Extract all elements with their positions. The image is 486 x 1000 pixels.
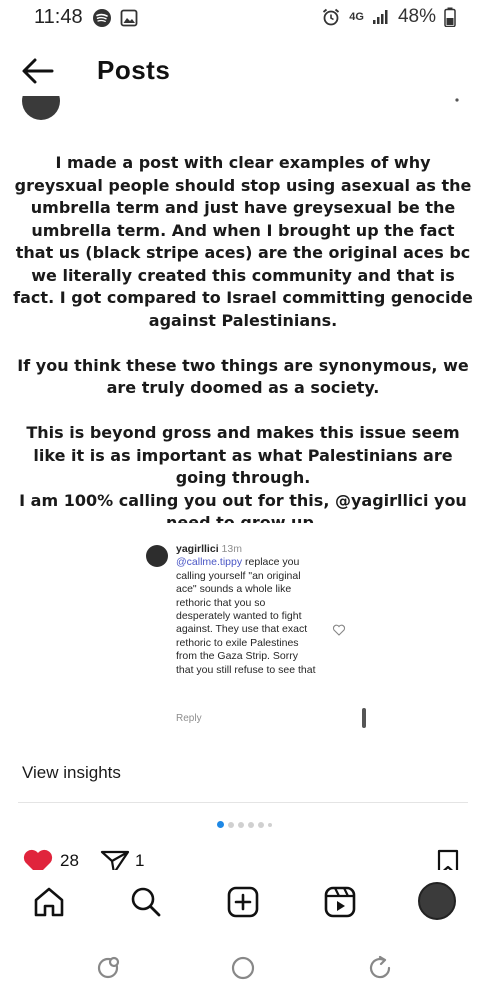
network-4g-icon: 4G <box>349 11 364 23</box>
author-avatar[interactable] <box>22 96 60 120</box>
author-row <box>0 96 486 122</box>
divider <box>18 802 468 803</box>
back-rotate-icon[interactable] <box>365 953 395 983</box>
carousel-dot <box>228 822 234 828</box>
reels-icon[interactable] <box>322 884 358 920</box>
search-icon[interactable] <box>128 884 164 920</box>
comment-reply: Reply <box>176 713 202 724</box>
spotify-icon <box>92 8 112 28</box>
comment-username: yagirllici <box>176 543 219 555</box>
recents-icon[interactable] <box>93 953 123 983</box>
carousel-dot <box>268 823 272 827</box>
status-left-icons <box>92 8 138 28</box>
comment-time: 13m <box>221 543 242 555</box>
view-insights-link[interactable]: View insights <box>22 763 121 782</box>
battery-percent: 48% <box>397 6 436 27</box>
like-count[interactable]: 28 <box>60 851 79 870</box>
alarm-icon <box>321 7 341 27</box>
post-paragraph: I am 100% calling you out for this, @yagirllici you <box>19 490 467 510</box>
status-bar <box>0 0 486 34</box>
system-navigation <box>0 945 486 1000</box>
post-paragraph: If you think these two things are synonymous, we are truly doomed as a society. <box>17 355 469 397</box>
post-paragraph: This is beyond gross and makes this issue seem like it is as important as what Palestinians are going through. <box>26 423 460 487</box>
like-heart-icon[interactable] <box>22 847 54 871</box>
comment-scrollbar <box>362 708 366 728</box>
comment-text: replace you calling yourself "an original ace" sounds a whole like rethoric that you so desperately wanted to fight against. They use that exact rethoric to exile Palestines from the Gaza Strip. Sorry that you still refuse to see that <box>176 556 316 676</box>
comment-body <box>176 543 316 677</box>
post-actions <box>0 845 486 871</box>
share-count[interactable]: 1 <box>135 851 145 870</box>
carousel-dot <box>248 822 254 828</box>
share-icon[interactable] <box>100 849 130 871</box>
carousel-indicator <box>217 821 272 828</box>
more-options-icon[interactable] <box>450 96 464 104</box>
status-time: 11:48 <box>34 6 83 28</box>
carousel-dot <box>238 822 244 828</box>
post-image-text <box>10 152 476 535</box>
status-right-icons <box>321 6 456 28</box>
home-icon[interactable] <box>31 884 67 920</box>
battery-icon <box>444 7 456 27</box>
home-circle-icon[interactable] <box>228 953 258 983</box>
gallery-icon <box>120 9 138 27</box>
create-icon[interactable] <box>225 884 261 920</box>
profile-avatar[interactable] <box>418 882 456 920</box>
comment-avatar <box>146 545 168 567</box>
signal-icon <box>372 9 390 25</box>
comment-mention: @callme.tippy <box>176 556 243 569</box>
carousel-dot-active <box>217 821 224 828</box>
bottom-navigation <box>0 870 486 940</box>
comment-screenshot <box>140 523 360 733</box>
bookmark-icon[interactable] <box>436 849 460 871</box>
header <box>0 46 486 96</box>
comment-heart-icon <box>332 623 346 637</box>
page-title: Posts <box>97 55 171 85</box>
carousel-dot <box>258 822 264 828</box>
back-arrow-icon[interactable] <box>20 56 56 86</box>
post-paragraph: I made a post with clear examples of why greysxual people should stop using asexual as the umbrella term and just have greysexual be the umbrella term. And when I brought up the fact that us (black stripe aces) are the original aces bc we literally created this community and that is fact. I got compared to Israel committing genocide against Palestinians. <box>13 153 473 330</box>
